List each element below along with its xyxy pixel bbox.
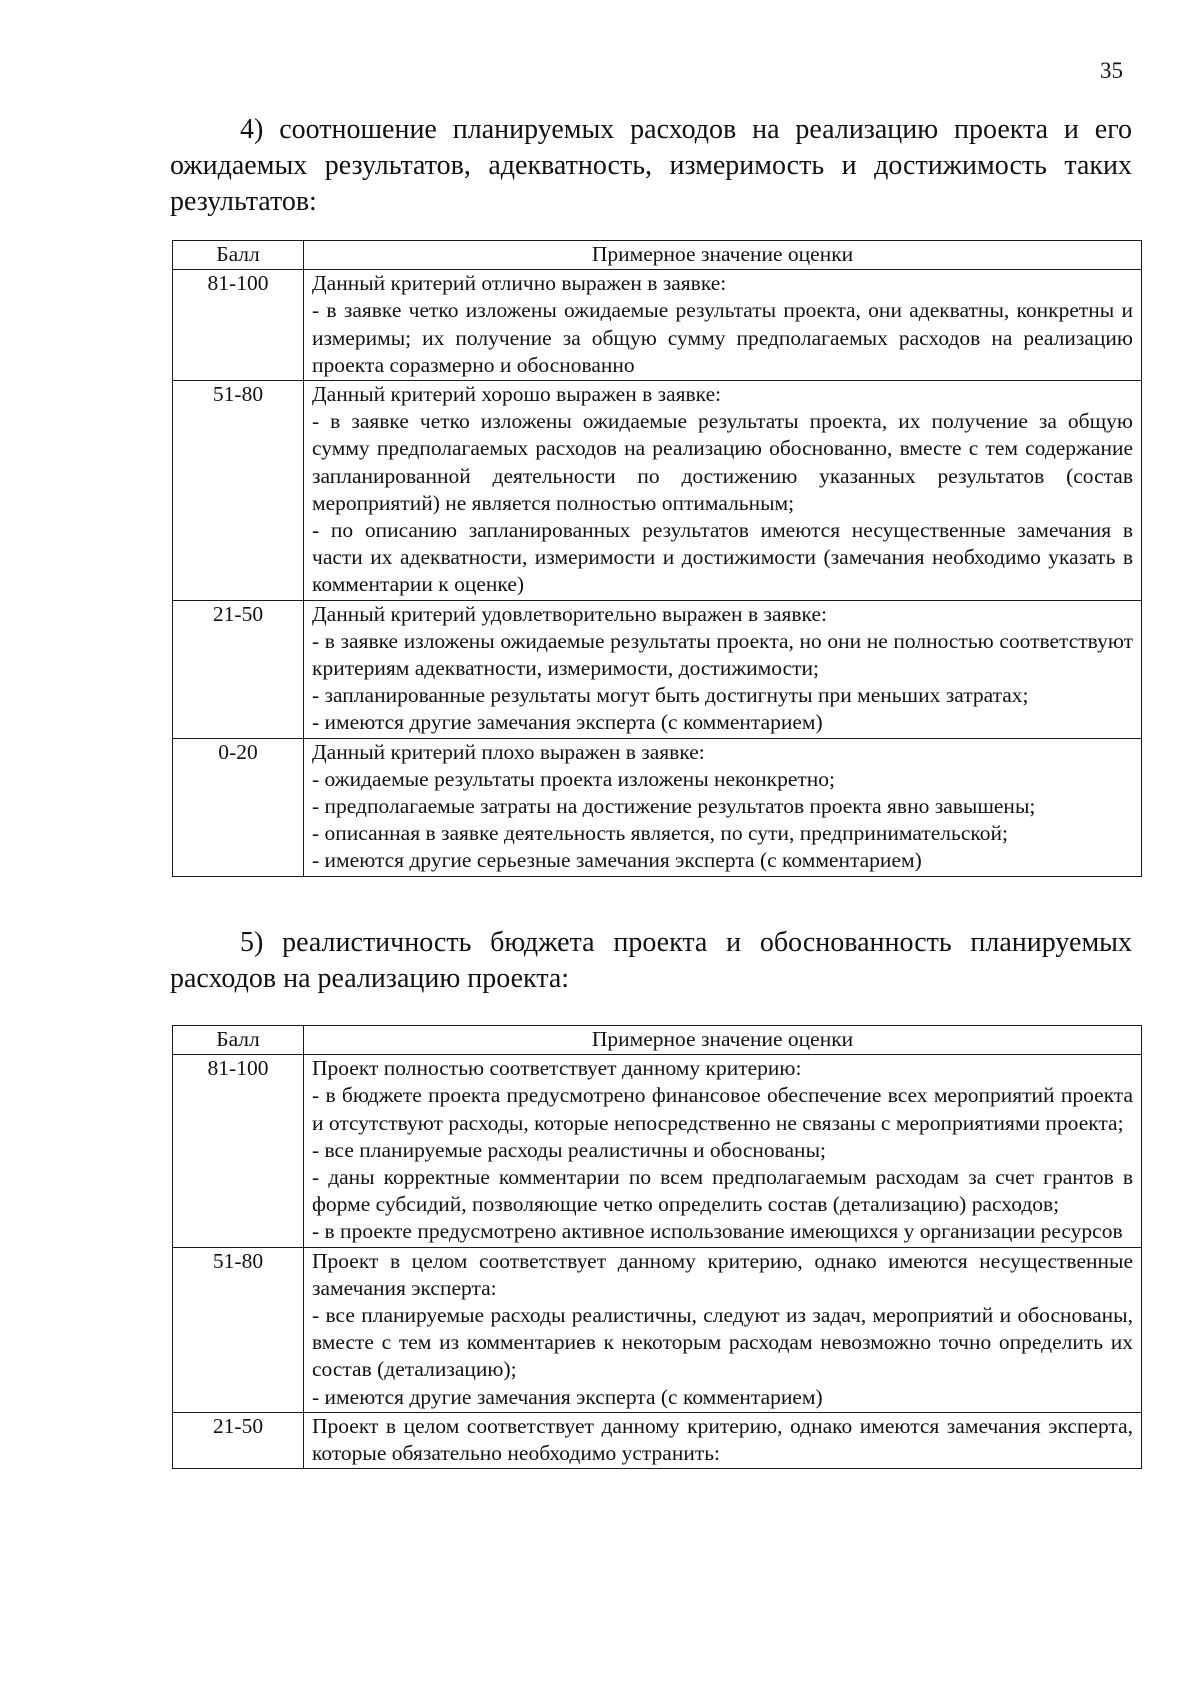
table-row xyxy=(173,1055,1142,1247)
description-cell xyxy=(304,738,1142,876)
criterion-4-intro: 4) соотношение планируемых расходов на реализацию проекта и его ожидаемых результатов, адекватность, измеримость и достижимость таких результатов: xyxy=(170,114,1132,217)
description-line: - имеются другие замечания эксперта (с комментарием) xyxy=(312,1384,823,1409)
table-row xyxy=(173,600,1142,738)
description-line: - все планируемые расходы реалистичны и обоснованы; xyxy=(312,1137,826,1162)
description-line: Данный критерий удовлетворительно выражен в заявке: xyxy=(312,601,827,626)
description-line: - в бюджете проекта предусмотрено финансовое обеспечение всех мероприятий проекта и отсутствуют расходы, которые непосредственно не связаны с мероприятиями проекта; xyxy=(312,1083,1133,1135)
description-line: Проект полностью соответствует данному критерию: xyxy=(312,1056,802,1081)
description-line: Данный критерий отлично выражен в заявке: xyxy=(312,271,727,296)
description-line: - предполагаемые затраты на достижение результатов проекта явно завышены; xyxy=(312,794,1036,819)
table-row xyxy=(173,738,1142,876)
description-cell xyxy=(304,270,1142,381)
description-cell xyxy=(304,1055,1142,1247)
description-line: Проект в целом соответствует данному критерию, однако имеются замечания эксперта, которые обязательно необходимо устранить: xyxy=(312,1413,1133,1466)
description-cell xyxy=(304,600,1142,738)
score-column-header: Балл xyxy=(173,1026,304,1055)
description-line: - в проекте предусмотрено активное использование имеющихся у организации ресурсов xyxy=(312,1219,1123,1244)
criterion-5-intro: 5) реалистичность бюджета проекта и обоснованность планируемых расходов на реализацию проекта: xyxy=(170,927,1132,994)
description-line: - в заявке четко изложены ожидаемые результаты проекта, они адекватны, конкретны и измеримы; их получение за общую сумму предполагаемых расходов на реализацию проекта соразмерно и обоснованно xyxy=(312,298,1133,377)
score-cell: 81-100 xyxy=(173,270,304,381)
meaning-column-header: Примерное значение оценки xyxy=(304,241,1142,270)
score-cell: 51-80 xyxy=(173,1247,304,1412)
description-line: - в заявке изложены ожидаемые результаты проекта, но они не полностью соответствуют критериям адекватности, измеримости, достижимости; xyxy=(312,628,1133,681)
meaning-column-header: Примерное значение оценки xyxy=(304,1026,1142,1055)
table-row xyxy=(173,270,1142,381)
description-line: - запланированные результаты могут быть достигнуты при меньших затратах; xyxy=(312,683,1029,708)
page-number: 35 xyxy=(1100,58,1123,83)
table-header-row xyxy=(173,1026,1142,1055)
description-cell xyxy=(304,1247,1142,1412)
score-column-header: Балл xyxy=(173,241,304,270)
description-line: Данный критерий плохо выражен в заявке: xyxy=(312,739,705,764)
description-cell xyxy=(304,381,1142,601)
score-cell: 51-80 xyxy=(173,381,304,601)
description-line: - ожидаемые результаты проекта изложены неконкретно; xyxy=(312,766,836,791)
table-row xyxy=(173,381,1142,601)
table-row xyxy=(173,1412,1142,1468)
description-line: - все планируемые расходы реалистичны, следуют из задач, мероприятий и обоснованы, вместе с тем из комментариев к некоторым расходам невозможно точно определить их состав (детализацию); xyxy=(312,1303,1133,1382)
score-cell: 81-100 xyxy=(173,1055,304,1247)
description-line: - по описанию запланированных результатов имеются несущественные замечания в части их адекватности, измеримости и достижимости (замечания необходимо указать в комментарии к оценке) xyxy=(312,518,1133,597)
description-line: - даны корректные комментарии по всем предполагаемым расходам за счет грантов в форме субсидий, позволяющие четко определить состав (детализацию) расходов; xyxy=(312,1165,1133,1217)
score-cell: 0-20 xyxy=(173,738,304,876)
table-row xyxy=(173,1247,1142,1412)
criterion-5-table xyxy=(172,1025,1142,1469)
description-line: - имеются другие замечания эксперта (с комментарием) xyxy=(312,710,823,735)
score-cell: 21-50 xyxy=(173,1412,304,1468)
description-line: - имеются другие серьезные замечания эксперта (с комментарием) xyxy=(312,848,922,873)
description-line: Проект в целом соответствует данному критерию, однако имеются несущественные замечания эксперта: xyxy=(312,1248,1133,1300)
description-cell xyxy=(304,1412,1142,1468)
description-line: - описанная в заявке деятельность является, по сути, предпринимательской; xyxy=(312,821,1008,846)
table-header-row xyxy=(173,241,1142,270)
description-line: Данный критерий хорошо выражен в заявке: xyxy=(312,382,722,407)
score-cell: 21-50 xyxy=(173,600,304,738)
criterion-4-table xyxy=(172,240,1142,877)
description-line: - в заявке четко изложены ожидаемые результаты проекта, их получение за общую сумму предполагаемых расходов на реализацию обоснованно, вместе с тем содержание запланированной деятельности по достижению указанных результатов (состав мероприятий) не является полностью оптимальным; xyxy=(312,409,1133,515)
